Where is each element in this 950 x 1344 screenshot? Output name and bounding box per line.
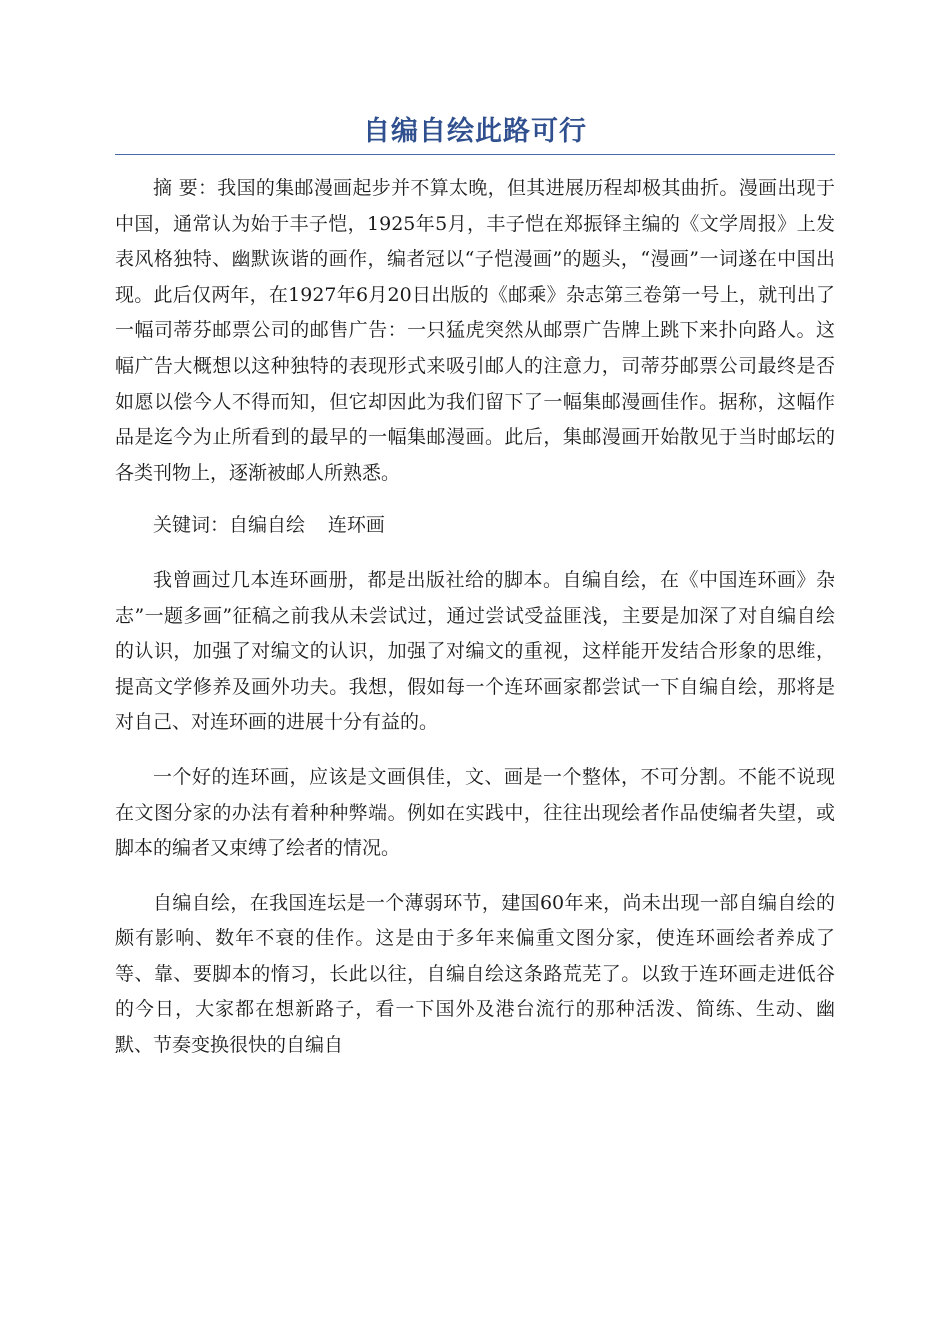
keyword: 自编自绘 [229,514,306,537]
keywords-label: 关键词： [153,514,230,537]
abstract-paragraph [115,171,835,491]
document-title: 自编自绘此路可行 [363,116,587,147]
body-paragraph: 一个好的连环画，应该是文画俱佳，文、画是一个整体，不可分割。不能不说现在文图分家的办法有着种种弊端。例如在实践中，往往出现绘者作品使编者失望，或脚本的编者又束缚了绘者的情况。 [115,765,835,860]
abstract-label: 摘 要： [153,177,218,199]
keyword: 连环画 [327,514,385,537]
document-page [115,110,835,1083]
abstract-text: 我国的集邮漫画起步并不算太晚，但其进展历程却极其曲折。漫画出现于中国，通常认为始于丰子恺，1925年5月，丰子恺在郑振铎主编的《文学周报》上发表风格独特、幽默诙谐的画作，编者冠以“子恺漫画”的题头，“漫画”一词遂在中国出现。此后仅两年，在1927年6月20日出版的《邮乘》杂志第三卷第一号上，就刊出了一幅司蒂芬邮票公司的邮售广告：一只猛虎突然从邮票广告牌上跳下来扑向路人。这幅广告大概想以这种独特的表现形式来吸引邮人的注意力，司蒂芬邮票公司最终是否如愿以偿今人不得而知，但它却因此为我们留下了一幅集邮漫画佳作。据称，这幅作品是迄今为止所看到的最早的一幅集邮漫画。此后，集邮漫画开始散见于当时邮坛的各类刊物上，逐渐被邮人所熟悉。 [115,177,835,484]
keywords-line [115,508,835,544]
body-paragraph: 我曾画过几本连环画册，都是出版社给的脚本。自编自绘，在《中国连环画》杂志”一题多画”征稿之前我从未尝试过，通过尝试受益匪浅，主要是加深了对自编自绘的认识，加强了对编文的认识，加强了对编文的重视，这样能开发结合形象的思维，提高文学修养及画外功夫。我想，假如每一个连环画家都尝试一下自编自绘，那将是对自己、对连环画的进展十分有益的。 [115,568,835,734]
title-underline [115,154,835,155]
body-paragraph: 自编自绘，在我国连坛是一个薄弱环节，建国60年来，尚未出现一部自编自绘的颇有影响、数年不衰的佳作。这是由于多年来偏重文图分家，使连环画绘者养成了等、靠、要脚本的惰习，长此以往，自编自绘这条路荒芜了。以致于连环画走进低谷的今日，大家都在想新路子，看一下国外及港台流行的那种活泼、简练、生动、幽默、节奏变换很快的自编自 [115,891,835,1057]
